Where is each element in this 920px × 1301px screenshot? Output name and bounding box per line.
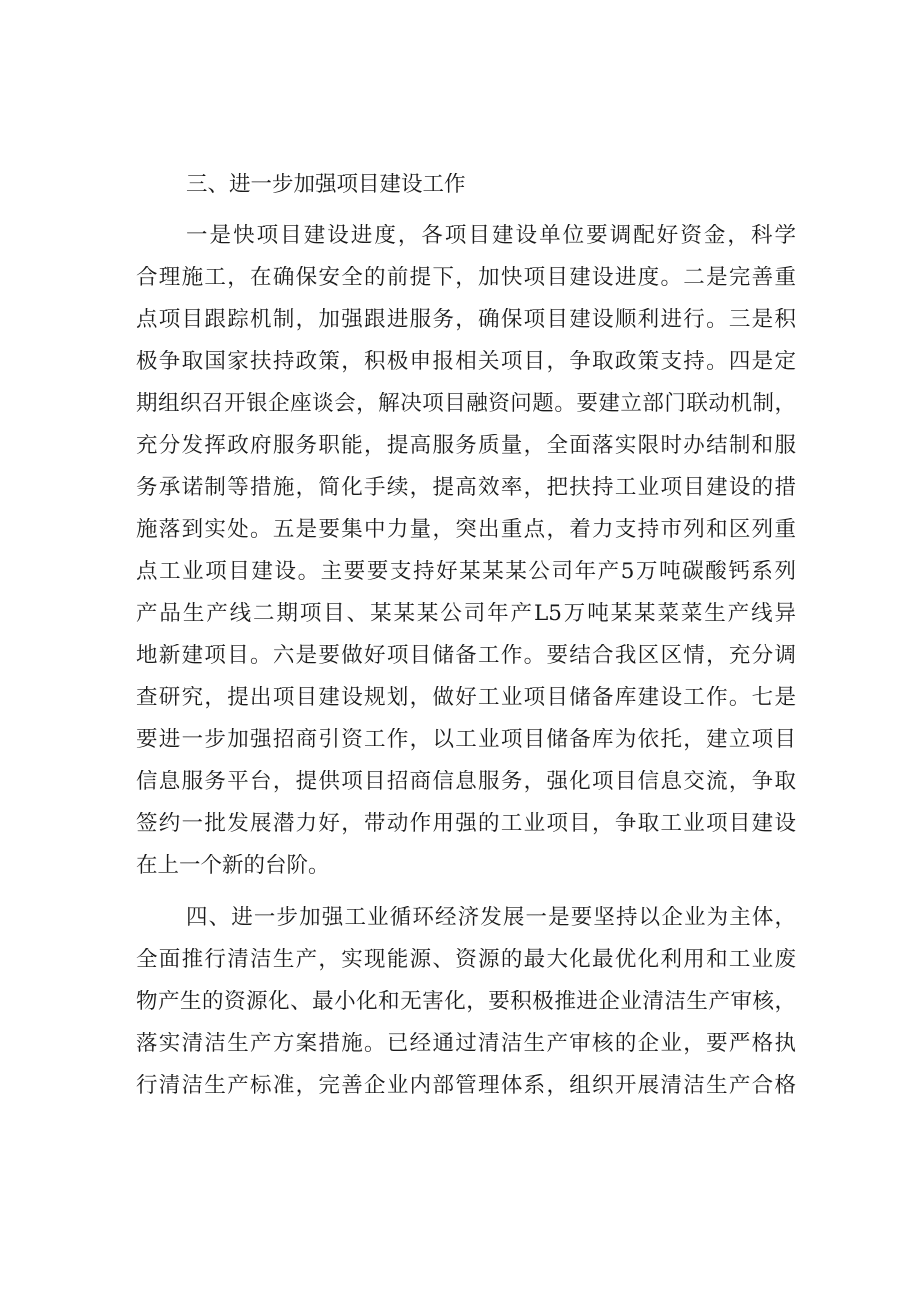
paragraph-1-line-6: 充分发挥政府服务职能，提高服务质量，全面落实限时办结制和服	[136, 434, 796, 458]
paragraph-1-line-10: 产品生产线二期项目、某某某公司年产L5万吨某某菜菜生产线异	[136, 602, 796, 626]
paragraph-1-line-7: 务承诺制等措施，简化手续，提高效率，把扶持工业项目建设的措	[136, 476, 796, 500]
paragraph-1-line-2: 合理施工，在确保安全的前提下，加快项目建设进度。二是完善重	[136, 266, 796, 290]
paragraph-1-line-8: 施落到实处。五是要集中力量，突出重点，着力支持市列和区列重	[136, 518, 796, 542]
paragraph-2-line-4: 落实清洁生产方案措施。已经通过清洁生产审核的企业，要严格执	[136, 1032, 796, 1056]
paragraph-2-line-3: 物产生的资源化、最小化和无害化，要积极推进企业清洁生产审核，	[136, 990, 796, 1014]
paragraph-1-line-12: 查研究，提出项目建设规划，做好工业项目储备库建设工作。七是	[136, 686, 796, 710]
paragraph-1-line-11: 地新建项目。六是要做好项目储备工作。要结合我区区情，充分调	[136, 644, 796, 668]
section-heading-3: 三、进一步加强项目建设工作	[186, 173, 466, 197]
paragraph-1-line-16: 在上一个新的台阶。	[136, 854, 330, 878]
paragraph-1-line-9: 点工业项目建设。主要要支持好某某某公司年产5万吨碳酸钙系列	[136, 560, 796, 584]
paragraph-1-line-3: 点项目跟踪机制，加强跟进服务，确保项目建设顺利进行。三是积	[136, 308, 796, 332]
paragraph-1-line-5: 期组织召开银企座谈会，解决项目融资问题。要建立部门联动机制，	[136, 392, 796, 416]
paragraph-2-line-5: 行清洁生产标准，完善企业内部管理体系，组织开展清洁生产合格	[136, 1074, 796, 1098]
paragraph-2-line-2: 全面推行清洁生产，实现能源、资源的最大化最优化利用和工业废	[136, 948, 796, 972]
paragraph-1-line-1: 一是快项目建设进度，各项目建设单位要调配好资金，科学	[186, 224, 796, 248]
paragraph-1-line-15: 签约一批发展潜力好，带动作用强的工业项目，争取工业项目建设	[136, 812, 796, 836]
paragraph-2-line-1: 四、进一步加强工业循环经济发展一是要坚持以企业为主体，	[186, 906, 796, 930]
paragraph-1-line-14: 信息服务平台，提供项目招商信息服务，强化项目信息交流，争取	[136, 770, 796, 794]
paragraph-1-line-13: 要进一步加强招商引资工作，以工业项目储备库为依托，建立项目	[136, 728, 796, 752]
paragraph-1-line-4: 极争取国家扶持政策，积极申报相关项目，争取政策支持。四是定	[136, 350, 796, 374]
